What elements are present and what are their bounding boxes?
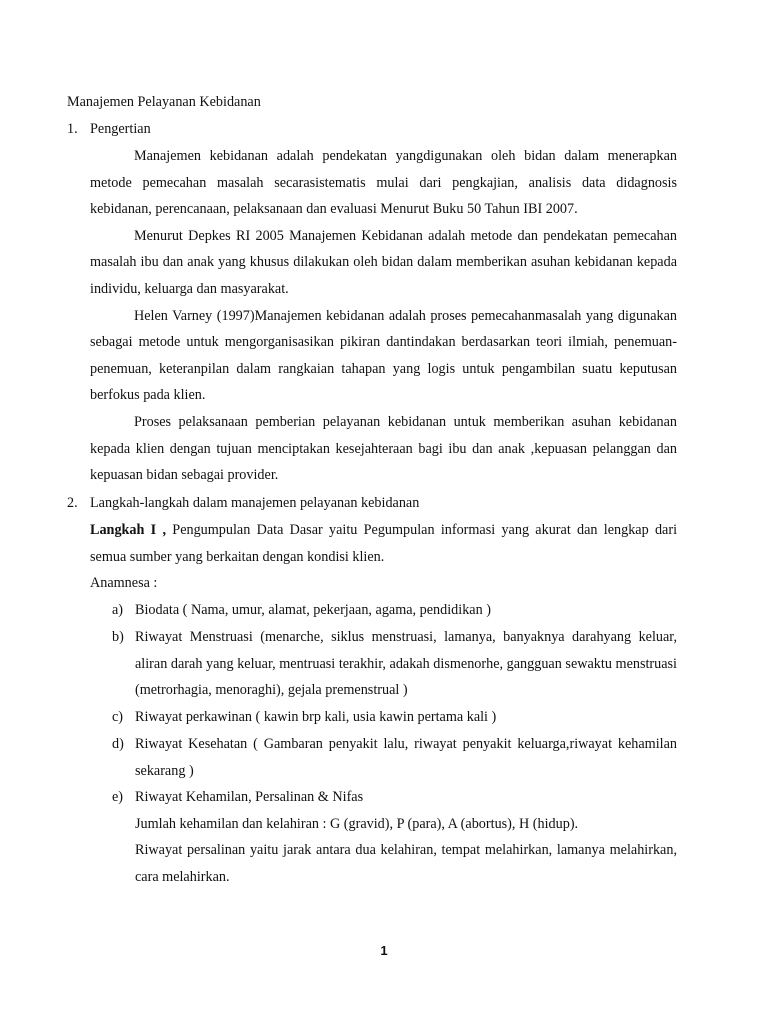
section-2-heading: Langkah-langkah dalam manajemen pelayanan kebidanan	[90, 495, 420, 511]
item-c	[135, 704, 677, 731]
item-d-text: Riwayat Kesehatan ( Gambaran penyakit lalu, riwayat penyakit keluarga,riwayat kehamilan sekarang )	[135, 736, 677, 779]
item-c-letter: c)	[112, 709, 124, 725]
item-e	[135, 784, 677, 890]
section-1-body	[90, 143, 677, 489]
step-1-text: Pengumpulan Data Dasar yaitu Pegumpulan informasi yang akurat dan lengkap dari semua sumber yang berkaitan dengan kondisi klien.	[90, 522, 678, 565]
step-1-paragraph	[90, 517, 677, 570]
section-1-heading: Pengertian	[90, 121, 151, 137]
item-d	[135, 731, 677, 784]
item-e-letter: e)	[112, 789, 124, 805]
paragraph-1-text: Manajemen kebidanan adalah pendekatan yangdigunakan oleh bidan dalam menerapkan metode pemecahan masalah secarasistematis mulai dari pengkajian, analisis data didagnosis kebidanan, perencanaan, pelaksanaan dan evaluasi Menurut Buku 50 Tahun IBI 2007.	[90, 148, 677, 218]
item-b-letter: b)	[112, 629, 124, 645]
item-d-letter: d)	[112, 736, 124, 752]
item-e-text: Riwayat Kehamilan, Persalinan & Nifas	[135, 789, 364, 805]
paragraph-2	[90, 223, 677, 303]
item-b	[135, 624, 677, 704]
item-a-letter: a)	[112, 602, 124, 618]
anamnesa-label: Anamnesa :	[90, 575, 158, 591]
step-1-label: Langkah I ,	[90, 522, 167, 538]
item-c-text: Riwayat perkawinan ( kawin brp kali, usia kawin pertama kali )	[135, 709, 497, 725]
paragraph-4-text: Proses pelaksanaan pemberian pelayanan kebidanan untuk memberikan asuhan kebidanan kepada klien dengan tujuan menciptakan kesejahteraan bagi ibu dan anak ,kepuasan pelanggan dan kepuasan bidan sebagai provider.	[90, 413, 677, 484]
page-number: 1	[380, 943, 388, 958]
paragraph-4	[90, 409, 677, 489]
paragraph-1	[90, 143, 677, 223]
paragraph-3-text: Helen Varney (1997)Manajemen kebidanan adalah proses pemecahanmasalah yang digunakan sebagai metode untuk mengorganisasikan pikiran dantindakan berdasarkan teori ilmiah, penemuan-penemuan, keteranpilan dalam rangkaian tahapan yang logis untuk pengambilan suatu keputusan berfokus pada klien.	[90, 307, 677, 404]
item-e-sub-1: Jumlah kehamilan dan kelahiran : G (gravid), P (para), A (abortus), H (hidup).	[135, 815, 579, 832]
section-2-number: 2.	[67, 495, 78, 511]
item-a	[135, 597, 677, 624]
item-b-text: Riwayat Menstruasi (menarche, siklus menstruasi, lamanya, banyaknya darahyang keluar, aliran darah yang keluar, mentruasi terakhir, adakah dismenorhe, gangguan sewaktu menstruasi (metrorhagia, menoraghi), gejala premenstrual )	[135, 629, 677, 699]
paragraph-2-text: Menurut Depkes RI 2005 Manajemen Kebidanan adalah metode dan pendekatan pemecahan masalah ibu dan anak yang khusus dilakukan oleh bidan dalam memberikan asuhan kebidanan kepada individu, keluarga dan masyarakat.	[90, 227, 677, 297]
paragraph-3	[90, 303, 677, 409]
item-e-sub-2: Riwayat persalinan yaitu jarak antara dua kelahiran, tempat melahirkan, lamanya melahirkan, cara melahirkan.	[135, 842, 677, 885]
item-a-text: Biodata ( Nama, umur, alamat, pekerjaan, agama, pendidikan )	[135, 602, 491, 618]
document-title: Manajemen Pelayanan Kebidanan	[67, 94, 261, 110]
section-1-number: 1.	[67, 121, 78, 137]
